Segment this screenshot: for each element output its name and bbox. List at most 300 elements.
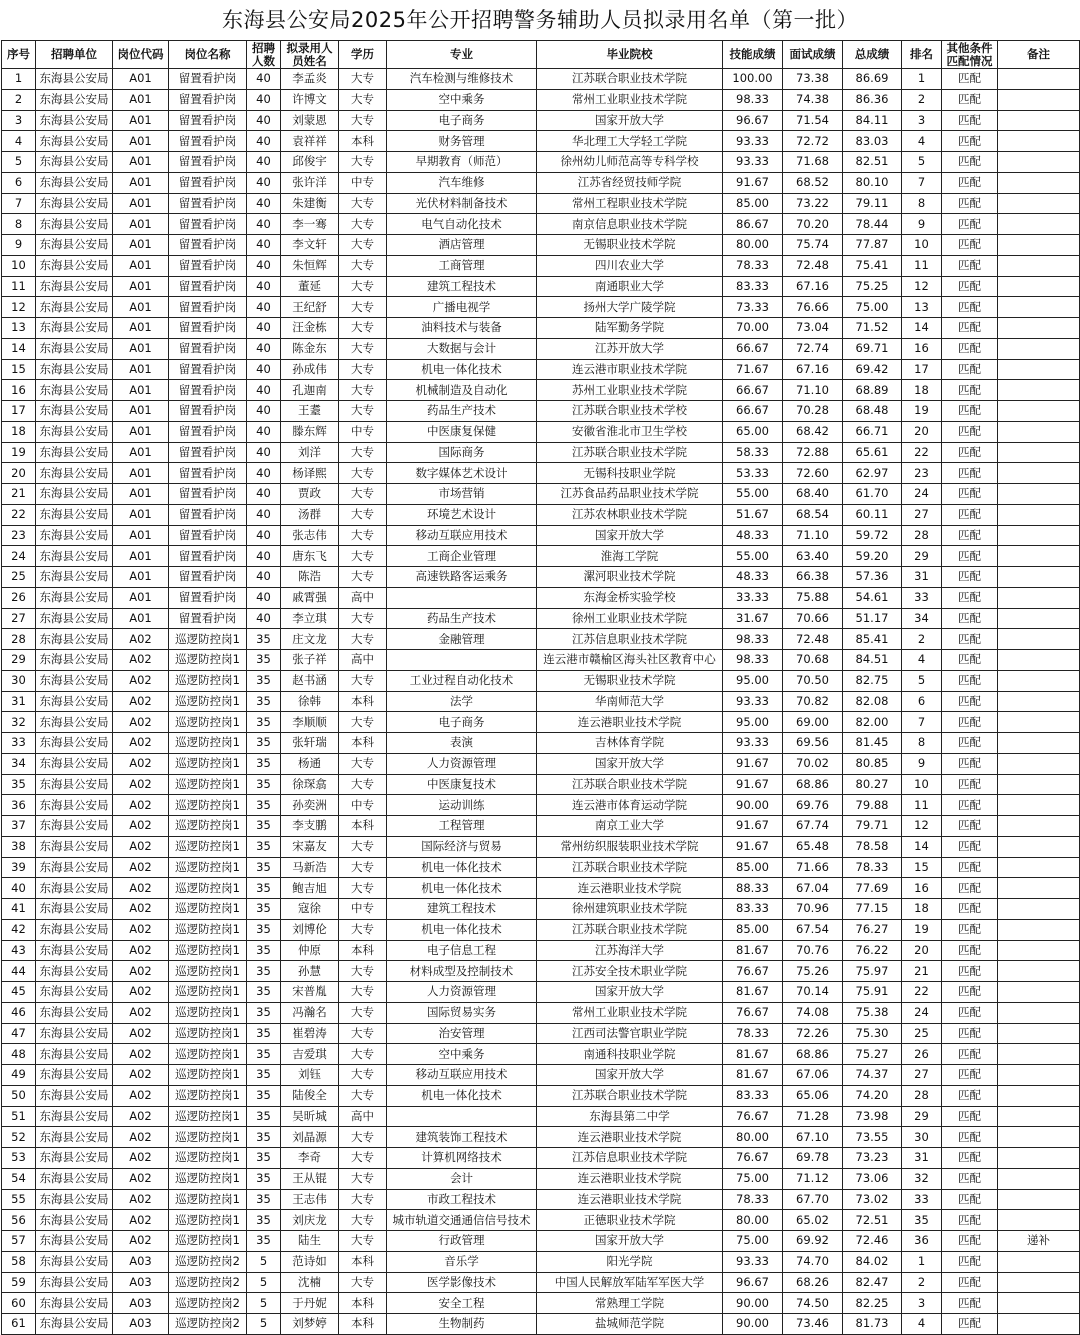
rank-cell: 21 bbox=[902, 961, 942, 982]
skill-score-cell: 93.33 bbox=[723, 1251, 783, 1272]
total-score-cell: 66.71 bbox=[843, 421, 902, 442]
rank-cell: 32 bbox=[902, 1168, 942, 1189]
recruit-unit-cell: 东海县公安局 bbox=[36, 587, 113, 608]
recruit-unit-cell: 东海县公安局 bbox=[36, 193, 113, 214]
recruit-unit-cell: 东海县公安局 bbox=[36, 1106, 113, 1127]
graduate-school-cell: 常州纺织服装职业技术学院 bbox=[537, 836, 723, 857]
recruit-unit-cell: 东海县公安局 bbox=[36, 1168, 113, 1189]
position-code-cell: A01 bbox=[113, 380, 169, 401]
education-cell: 高中 bbox=[339, 650, 387, 671]
row-number-cell: 61 bbox=[2, 1314, 36, 1335]
education-cell: 大专 bbox=[339, 1023, 387, 1044]
condition-match-cell: 匹配 bbox=[942, 836, 998, 857]
row-number-cell: 59 bbox=[2, 1272, 36, 1293]
condition-match-cell: 匹配 bbox=[942, 463, 998, 484]
position-name-cell: 巡逻防控岗1 bbox=[169, 1148, 247, 1169]
interview-score-cell: 67.04 bbox=[783, 878, 843, 899]
graduate-school-cell: 江苏联合职业技术学院 bbox=[537, 69, 723, 90]
row-number-cell: 11 bbox=[2, 276, 36, 297]
table-row bbox=[2, 712, 1080, 733]
skill-score-cell: 81.67 bbox=[723, 982, 783, 1003]
education-cell: 大专 bbox=[339, 1065, 387, 1086]
total-score-cell: 84.11 bbox=[843, 110, 902, 131]
rank-cell: 2 bbox=[902, 1272, 942, 1293]
remark-cell bbox=[998, 69, 1080, 90]
recruit-count-cell: 35 bbox=[247, 1085, 281, 1106]
position-code-cell: A02 bbox=[113, 1210, 169, 1231]
candidate-name-cell: 汪金栋 bbox=[281, 318, 339, 339]
candidate-name-cell: 王从锟 bbox=[281, 1168, 339, 1189]
row-number-cell: 19 bbox=[2, 442, 36, 463]
interview-score-cell: 69.00 bbox=[783, 712, 843, 733]
condition-match-cell: 匹配 bbox=[942, 733, 998, 754]
candidate-name-cell: 朱恒辉 bbox=[281, 255, 339, 276]
remark-cell bbox=[998, 276, 1080, 297]
recruit-count-cell: 40 bbox=[247, 463, 281, 484]
position-name-cell: 巡逻防控岗1 bbox=[169, 1189, 247, 1210]
remark-cell bbox=[998, 629, 1080, 650]
recruit-unit-cell: 东海县公安局 bbox=[36, 650, 113, 671]
recruit-unit-cell: 东海县公安局 bbox=[36, 235, 113, 256]
total-score-cell: 69.42 bbox=[843, 359, 902, 380]
skill-score-cell: 96.67 bbox=[723, 1272, 783, 1293]
interview-score-cell: 71.66 bbox=[783, 857, 843, 878]
education-cell: 大专 bbox=[339, 89, 387, 110]
skill-score-cell: 83.33 bbox=[723, 1085, 783, 1106]
skill-score-cell: 93.33 bbox=[723, 691, 783, 712]
recruit-unit-cell: 东海县公安局 bbox=[36, 69, 113, 90]
row-number-cell: 28 bbox=[2, 629, 36, 650]
rank-cell: 19 bbox=[902, 401, 942, 422]
recruit-count-cell: 35 bbox=[247, 836, 281, 857]
rank-cell: 18 bbox=[902, 899, 942, 920]
recruit-count-cell: 35 bbox=[247, 629, 281, 650]
education-cell: 大专 bbox=[339, 919, 387, 940]
recruit-unit-cell: 东海县公安局 bbox=[36, 691, 113, 712]
interview-score-cell: 70.96 bbox=[783, 899, 843, 920]
skill-score-cell: 58.33 bbox=[723, 442, 783, 463]
row-number-cell: 1 bbox=[2, 69, 36, 90]
recruit-unit-cell: 东海县公安局 bbox=[36, 795, 113, 816]
total-score-cell: 51.17 bbox=[843, 608, 902, 629]
interview-score-cell: 68.54 bbox=[783, 504, 843, 525]
major-cell bbox=[387, 1106, 537, 1127]
total-score-cell: 84.02 bbox=[843, 1251, 902, 1272]
position-code-cell: A01 bbox=[113, 131, 169, 152]
recruit-count-cell: 40 bbox=[247, 276, 281, 297]
major-cell: 数字媒体艺术设计 bbox=[387, 463, 537, 484]
condition-match-cell: 匹配 bbox=[942, 629, 998, 650]
position-name-cell: 巡逻防控岗1 bbox=[169, 670, 247, 691]
candidate-name-cell: 刘蒙恩 bbox=[281, 110, 339, 131]
table-row bbox=[2, 567, 1080, 588]
candidate-table bbox=[1, 40, 1080, 1335]
condition-match-cell: 匹配 bbox=[942, 484, 998, 505]
major-cell: 机电一体化技术 bbox=[387, 878, 537, 899]
interview-score-cell: 72.48 bbox=[783, 629, 843, 650]
major-cell: 建筑工程技术 bbox=[387, 276, 537, 297]
row-number-cell: 21 bbox=[2, 484, 36, 505]
table-row bbox=[2, 484, 1080, 505]
position-code-cell: A02 bbox=[113, 1106, 169, 1127]
recruit-unit-cell: 东海县公安局 bbox=[36, 1044, 113, 1065]
condition-match-cell: 匹配 bbox=[942, 878, 998, 899]
skill-score-cell: 51.67 bbox=[723, 504, 783, 525]
skill-score-cell: 95.00 bbox=[723, 712, 783, 733]
table-row bbox=[2, 940, 1080, 961]
table-row bbox=[2, 878, 1080, 899]
rank-cell: 5 bbox=[902, 152, 942, 173]
row-number-cell: 45 bbox=[2, 982, 36, 1003]
candidate-name-cell: 宋嘉友 bbox=[281, 836, 339, 857]
skill-score-cell: 48.33 bbox=[723, 567, 783, 588]
recruit-count-cell: 40 bbox=[247, 608, 281, 629]
education-cell: 本科 bbox=[339, 1251, 387, 1272]
skill-score-cell: 91.67 bbox=[723, 816, 783, 837]
interview-score-cell: 75.74 bbox=[783, 235, 843, 256]
education-cell: 大专 bbox=[339, 359, 387, 380]
table-row bbox=[2, 1085, 1080, 1106]
recruit-unit-cell: 东海县公安局 bbox=[36, 255, 113, 276]
interview-score-cell: 72.26 bbox=[783, 1023, 843, 1044]
major-cell: 工业过程自动化技术 bbox=[387, 670, 537, 691]
interview-score-cell: 75.88 bbox=[783, 587, 843, 608]
condition-match-cell: 匹配 bbox=[942, 1272, 998, 1293]
graduate-school-cell: 扬州大学广陵学院 bbox=[537, 297, 723, 318]
graduate-school-cell: 吉林体育学院 bbox=[537, 733, 723, 754]
position-name-cell: 留置看护岗 bbox=[169, 380, 247, 401]
graduate-school-cell: 南京信息职业技术学院 bbox=[537, 214, 723, 235]
candidate-name-cell: 李支鹏 bbox=[281, 816, 339, 837]
interview-score-cell: 72.72 bbox=[783, 131, 843, 152]
education-cell: 本科 bbox=[339, 1293, 387, 1314]
condition-match-cell: 匹配 bbox=[942, 255, 998, 276]
position-code-cell: A01 bbox=[113, 89, 169, 110]
graduate-school-cell: 陆军勤务学院 bbox=[537, 318, 723, 339]
rank-cell: 12 bbox=[902, 276, 942, 297]
condition-match-cell: 匹配 bbox=[942, 131, 998, 152]
major-cell: 财务管理 bbox=[387, 131, 537, 152]
row-number-cell: 22 bbox=[2, 504, 36, 525]
graduate-school-cell: 江苏省经贸技师学院 bbox=[537, 172, 723, 193]
interview-score-cell: 69.76 bbox=[783, 795, 843, 816]
major-cell: 电气自动化技术 bbox=[387, 214, 537, 235]
total-score-cell: 84.51 bbox=[843, 650, 902, 671]
graduate-school-cell: 江苏信息职业技术学院 bbox=[537, 629, 723, 650]
major-cell: 电子商务 bbox=[387, 712, 537, 733]
position-name-cell: 留置看护岗 bbox=[169, 297, 247, 318]
skill-score-cell: 70.00 bbox=[723, 318, 783, 339]
condition-match-cell: 匹配 bbox=[942, 69, 998, 90]
table-row bbox=[2, 1023, 1080, 1044]
skill-score-cell: 78.33 bbox=[723, 255, 783, 276]
table-row bbox=[2, 255, 1080, 276]
condition-match-cell: 匹配 bbox=[942, 338, 998, 359]
position-name-cell: 巡逻防控岗1 bbox=[169, 878, 247, 899]
candidate-name-cell: 王志伟 bbox=[281, 1189, 339, 1210]
interview-score-cell: 72.88 bbox=[783, 442, 843, 463]
interview-score-cell: 70.76 bbox=[783, 940, 843, 961]
recruit-unit-cell: 东海县公安局 bbox=[36, 359, 113, 380]
position-name-cell: 巡逻防控岗1 bbox=[169, 1085, 247, 1106]
condition-match-cell: 匹配 bbox=[942, 587, 998, 608]
row-number-cell: 60 bbox=[2, 1293, 36, 1314]
candidate-name-cell: 杨译熙 bbox=[281, 463, 339, 484]
education-cell: 大专 bbox=[339, 546, 387, 567]
total-score-cell: 61.70 bbox=[843, 484, 902, 505]
total-score-cell: 86.69 bbox=[843, 69, 902, 90]
interview-score-cell: 73.46 bbox=[783, 1314, 843, 1335]
recruit-unit-cell: 东海县公安局 bbox=[36, 608, 113, 629]
table-row bbox=[2, 235, 1080, 256]
remark-cell bbox=[998, 1293, 1080, 1314]
position-name-cell: 巡逻防控岗1 bbox=[169, 691, 247, 712]
education-cell: 大专 bbox=[339, 670, 387, 691]
major-cell: 法学 bbox=[387, 691, 537, 712]
recruit-unit-cell: 东海县公安局 bbox=[36, 89, 113, 110]
education-cell: 大专 bbox=[339, 110, 387, 131]
interview-score-cell: 72.48 bbox=[783, 255, 843, 276]
remark-cell bbox=[998, 1065, 1080, 1086]
graduate-school-cell: 连云港市赣榆区海头社区教育中心 bbox=[537, 650, 723, 671]
position-code-cell: A02 bbox=[113, 1085, 169, 1106]
total-score-cell: 82.00 bbox=[843, 712, 902, 733]
recruit-unit-cell: 东海县公安局 bbox=[36, 1002, 113, 1023]
candidate-name-cell: 于丹妮 bbox=[281, 1293, 339, 1314]
row-number-cell: 41 bbox=[2, 899, 36, 920]
rank-cell: 6 bbox=[902, 691, 942, 712]
skill-score-cell: 78.33 bbox=[723, 1189, 783, 1210]
total-score-cell: 57.36 bbox=[843, 567, 902, 588]
candidate-name-cell: 张志伟 bbox=[281, 525, 339, 546]
rank-cell: 4 bbox=[902, 131, 942, 152]
skill-score-cell: 55.00 bbox=[723, 484, 783, 505]
row-number-cell: 5 bbox=[2, 152, 36, 173]
rank-cell: 3 bbox=[902, 1293, 942, 1314]
candidate-name-cell: 张许洋 bbox=[281, 172, 339, 193]
education-cell: 大专 bbox=[339, 982, 387, 1003]
skill-score-cell: 53.33 bbox=[723, 463, 783, 484]
major-cell: 市政工程技术 bbox=[387, 1189, 537, 1210]
recruit-unit-cell: 东海县公安局 bbox=[36, 629, 113, 650]
recruit-unit-cell: 东海县公安局 bbox=[36, 421, 113, 442]
recruit-unit-cell: 东海县公安局 bbox=[36, 172, 113, 193]
interview-score-cell: 68.86 bbox=[783, 774, 843, 795]
remark-cell bbox=[998, 1189, 1080, 1210]
recruit-count-cell: 40 bbox=[247, 525, 281, 546]
rank-cell: 10 bbox=[902, 235, 942, 256]
position-name-cell: 巡逻防控岗2 bbox=[169, 1314, 247, 1335]
recruit-count-cell: 40 bbox=[247, 421, 281, 442]
interview-score-cell: 72.74 bbox=[783, 338, 843, 359]
row-number-cell: 27 bbox=[2, 608, 36, 629]
remark-cell bbox=[998, 152, 1080, 173]
recruit-count-cell: 35 bbox=[247, 878, 281, 899]
remark-cell bbox=[998, 670, 1080, 691]
remark-cell bbox=[998, 774, 1080, 795]
graduate-school-cell: 常州工业职业技术学院 bbox=[537, 1002, 723, 1023]
total-score-cell: 75.30 bbox=[843, 1023, 902, 1044]
remark-cell bbox=[998, 1023, 1080, 1044]
condition-match-cell: 匹配 bbox=[942, 940, 998, 961]
condition-match-cell: 匹配 bbox=[942, 795, 998, 816]
remark-cell bbox=[998, 1314, 1080, 1335]
position-name-cell: 巡逻防控岗1 bbox=[169, 836, 247, 857]
remark-cell bbox=[998, 1210, 1080, 1231]
skill-score-cell: 80.00 bbox=[723, 1127, 783, 1148]
recruit-count-cell: 40 bbox=[247, 359, 281, 380]
position-code-cell: A02 bbox=[113, 1168, 169, 1189]
position-name-cell: 巡逻防控岗1 bbox=[169, 1044, 247, 1065]
major-cell: 空中乘务 bbox=[387, 89, 537, 110]
skill-score-cell: 76.67 bbox=[723, 1106, 783, 1127]
rank-cell: 7 bbox=[902, 712, 942, 733]
row-number-cell: 43 bbox=[2, 940, 36, 961]
table-row bbox=[2, 193, 1080, 214]
interview-score-cell: 75.26 bbox=[783, 961, 843, 982]
row-number-cell: 7 bbox=[2, 193, 36, 214]
position-code-cell: A02 bbox=[113, 919, 169, 940]
major-cell: 建筑装饰工程技术 bbox=[387, 1127, 537, 1148]
remark-cell bbox=[998, 795, 1080, 816]
total-score-cell: 83.03 bbox=[843, 131, 902, 152]
skill-score-cell: 80.00 bbox=[723, 235, 783, 256]
row-number-cell: 54 bbox=[2, 1168, 36, 1189]
recruit-count-cell: 35 bbox=[247, 1189, 281, 1210]
remark-cell bbox=[998, 546, 1080, 567]
interview-score-cell: 71.10 bbox=[783, 380, 843, 401]
total-score-cell: 76.22 bbox=[843, 940, 902, 961]
skill-score-cell: 81.67 bbox=[723, 1044, 783, 1065]
total-score-cell: 86.36 bbox=[843, 89, 902, 110]
condition-match-cell: 匹配 bbox=[942, 670, 998, 691]
recruit-count-cell: 40 bbox=[247, 587, 281, 608]
recruit-unit-cell: 东海县公安局 bbox=[36, 463, 113, 484]
candidate-name-cell: 孙慧 bbox=[281, 961, 339, 982]
position-code-cell: A03 bbox=[113, 1293, 169, 1314]
remark-cell bbox=[998, 961, 1080, 982]
row-number-cell: 30 bbox=[2, 670, 36, 691]
skill-score-cell: 65.00 bbox=[723, 421, 783, 442]
remark-cell bbox=[998, 1044, 1080, 1065]
remark-cell bbox=[998, 1127, 1080, 1148]
table-row bbox=[2, 214, 1080, 235]
row-number-cell: 17 bbox=[2, 401, 36, 422]
education-cell: 大专 bbox=[339, 567, 387, 588]
remark-cell bbox=[998, 1085, 1080, 1106]
skill-score-cell: 80.00 bbox=[723, 1210, 783, 1231]
total-score-cell: 75.91 bbox=[843, 982, 902, 1003]
rank-cell: 14 bbox=[902, 318, 942, 339]
position-name-cell: 巡逻防控岗1 bbox=[169, 1023, 247, 1044]
interview-score-cell: 73.38 bbox=[783, 69, 843, 90]
skill-score-cell: 81.67 bbox=[723, 940, 783, 961]
recruit-count-cell: 40 bbox=[247, 484, 281, 505]
interview-score-cell: 65.48 bbox=[783, 836, 843, 857]
remark-cell bbox=[998, 338, 1080, 359]
recruit-unit-cell: 东海县公安局 bbox=[36, 1210, 113, 1231]
candidate-name-cell: 赵书涵 bbox=[281, 670, 339, 691]
education-cell: 大专 bbox=[339, 193, 387, 214]
graduate-school-cell: 盐城师范学院 bbox=[537, 1314, 723, 1335]
graduate-school-cell: 南通科技职业学院 bbox=[537, 1044, 723, 1065]
header-cell: 招聘人数 bbox=[247, 41, 281, 69]
interview-score-cell: 67.16 bbox=[783, 276, 843, 297]
graduate-school-cell: 国家开放大学 bbox=[537, 982, 723, 1003]
recruit-unit-cell: 东海县公安局 bbox=[36, 338, 113, 359]
total-score-cell: 75.38 bbox=[843, 1002, 902, 1023]
header-cell: 招聘单位 bbox=[36, 41, 113, 69]
position-code-cell: A01 bbox=[113, 525, 169, 546]
graduate-school-cell: 江苏信息职业技术学院 bbox=[537, 1148, 723, 1169]
major-cell: 行政管理 bbox=[387, 1231, 537, 1252]
rank-cell: 7 bbox=[902, 172, 942, 193]
table-header-row bbox=[2, 41, 1080, 69]
position-code-cell: A02 bbox=[113, 1065, 169, 1086]
page-title: 东海县公安局2025年公开招聘警务辅助人员拟录用名单（第一批） bbox=[222, 8, 858, 32]
major-cell: 材料成型及控制技术 bbox=[387, 961, 537, 982]
major-cell: 人力资源管理 bbox=[387, 753, 537, 774]
total-score-cell: 75.97 bbox=[843, 961, 902, 982]
major-cell: 城市轨道交通通信信号技术 bbox=[387, 1210, 537, 1231]
interview-score-cell: 76.66 bbox=[783, 297, 843, 318]
row-number-cell: 46 bbox=[2, 1002, 36, 1023]
condition-match-cell: 匹配 bbox=[942, 753, 998, 774]
recruit-count-cell: 35 bbox=[247, 1148, 281, 1169]
candidate-name-cell: 冯瀚名 bbox=[281, 1002, 339, 1023]
graduate-school-cell: 中国人民解放军陆军军医大学 bbox=[537, 1272, 723, 1293]
remark-cell bbox=[998, 421, 1080, 442]
rank-cell: 17 bbox=[902, 359, 942, 380]
recruit-count-cell: 35 bbox=[247, 670, 281, 691]
recruit-unit-cell: 东海县公安局 bbox=[36, 442, 113, 463]
row-number-cell: 57 bbox=[2, 1231, 36, 1252]
row-number-cell: 42 bbox=[2, 919, 36, 940]
position-name-cell: 巡逻防控岗1 bbox=[169, 733, 247, 754]
recruit-count-cell: 35 bbox=[247, 1044, 281, 1065]
condition-match-cell: 匹配 bbox=[942, 1148, 998, 1169]
total-score-cell: 74.37 bbox=[843, 1065, 902, 1086]
interview-score-cell: 71.28 bbox=[783, 1106, 843, 1127]
remark-cell bbox=[998, 919, 1080, 940]
recruit-unit-cell: 东海县公安局 bbox=[36, 297, 113, 318]
row-number-cell: 8 bbox=[2, 214, 36, 235]
recruit-count-cell: 40 bbox=[247, 235, 281, 256]
education-cell: 大专 bbox=[339, 857, 387, 878]
major-cell: 计算机网络技术 bbox=[387, 1148, 537, 1169]
recruit-unit-cell: 东海县公安局 bbox=[36, 110, 113, 131]
graduate-school-cell: 江苏联合职业技术学院 bbox=[537, 919, 723, 940]
header-cell: 岗位名称 bbox=[169, 41, 247, 69]
recruit-count-cell: 40 bbox=[247, 214, 281, 235]
condition-match-cell: 匹配 bbox=[942, 442, 998, 463]
education-cell: 大专 bbox=[339, 1148, 387, 1169]
remark-cell bbox=[998, 753, 1080, 774]
position-name-cell: 巡逻防控岗2 bbox=[169, 1272, 247, 1293]
candidate-name-cell: 刘梦婷 bbox=[281, 1314, 339, 1335]
education-cell: 大专 bbox=[339, 608, 387, 629]
major-cell: 市场营销 bbox=[387, 484, 537, 505]
major-cell: 工商企业管理 bbox=[387, 546, 537, 567]
total-score-cell: 73.06 bbox=[843, 1168, 902, 1189]
position-code-cell: A01 bbox=[113, 359, 169, 380]
major-cell: 光伏材料制备技术 bbox=[387, 193, 537, 214]
major-cell: 环境艺术设计 bbox=[387, 504, 537, 525]
condition-match-cell: 匹配 bbox=[942, 1106, 998, 1127]
row-number-cell: 56 bbox=[2, 1210, 36, 1231]
graduate-school-cell: 江苏农林职业技术学院 bbox=[537, 504, 723, 525]
graduate-school-cell: 江苏联合职业技术学院 bbox=[537, 442, 723, 463]
